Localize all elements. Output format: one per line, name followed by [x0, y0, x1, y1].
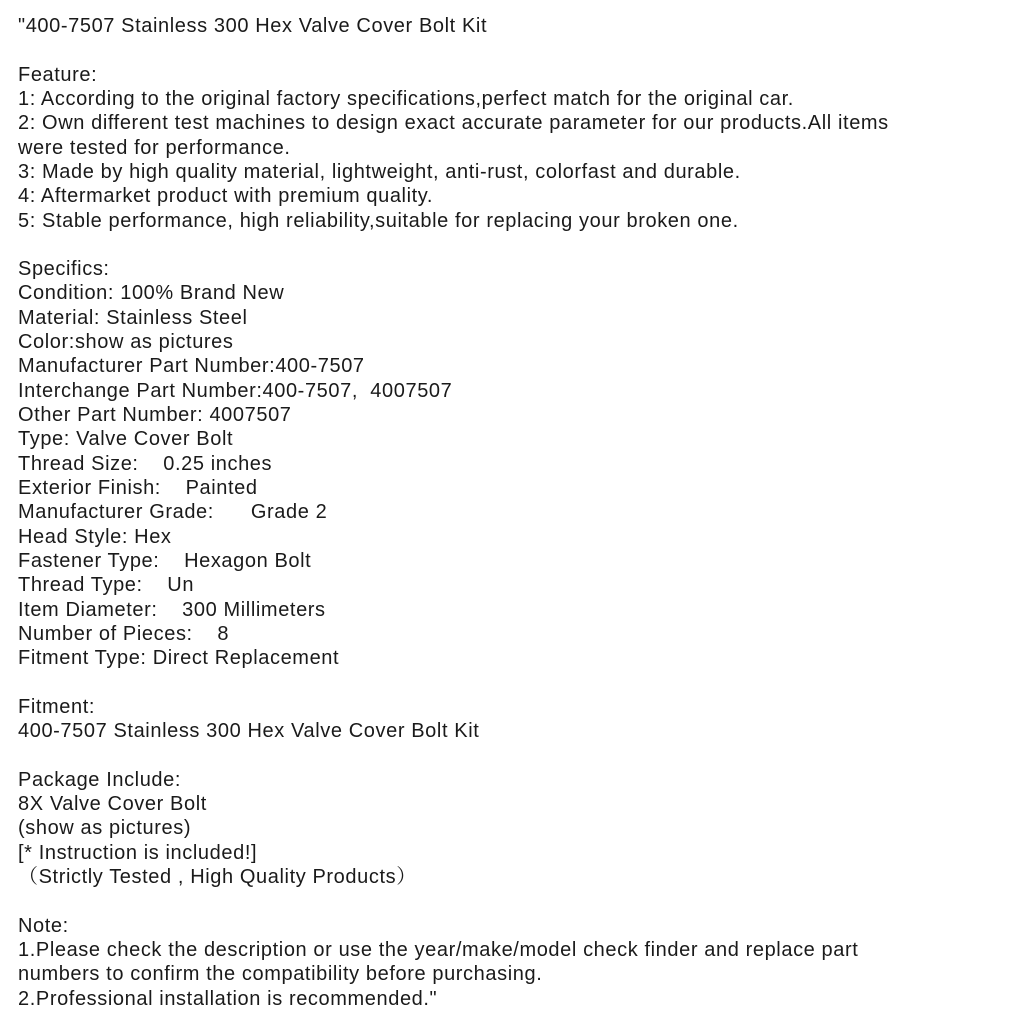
section-heading-package-include: Package Include: [18, 768, 182, 791]
document-title: "400-7507 Stainless 300 Hex Valve Cover Bolt Kit [18, 15, 488, 37]
text-line: (show as pictures) [18, 817, 192, 840]
blank-line [18, 38, 1014, 62]
blank-line [18, 670, 1014, 694]
text-line: Type: Valve Cover Bolt [18, 428, 234, 451]
text-line: Thread Size: 0.25 inches [18, 452, 273, 475]
text-line: Material: Stainless Steel [18, 306, 248, 329]
document-body [18, 38, 1014, 1011]
section-heading-feature: Feature: [18, 63, 98, 86]
blank-line [18, 233, 1014, 257]
text-line: 3: Made by high quality material, lightweight, anti-rust, colorfast and durable. [18, 160, 741, 183]
text-line: 400-7507 Stainless 300 Hex Valve Cover Bolt Kit [18, 720, 480, 743]
text-line: 1.Please check the description or use the year/make/model check finder and replace part [18, 938, 859, 961]
text-line: 5: Stable performance, high reliability,suitable for replacing your broken one. [18, 209, 739, 232]
text-line: 4: Aftermarket product with premium quality. [18, 185, 434, 208]
section-heading-note: Note: [18, 914, 69, 937]
text-line: 8X Valve Cover Bolt [18, 793, 207, 815]
text-line: Thread Type: Un [18, 574, 195, 597]
text-line: numbers to confirm the compatibility before purchasing. [18, 963, 543, 986]
blank-line [18, 743, 1014, 767]
text-line: Manufacturer Grade: Grade 2 [18, 501, 328, 524]
text-line: Exterior Finish: Painted [18, 476, 258, 499]
text-line: [* Instruction is included!] [18, 841, 258, 864]
text-line: Fitment Type: Direct Replacement [18, 647, 340, 670]
section-heading-fitment: Fitment: [18, 695, 96, 718]
text-line: 2.Professional installation is recommended." [18, 987, 438, 1010]
text-line: Item Diameter: 300 Millimeters [18, 598, 326, 621]
text-line: were tested for performance. [18, 136, 291, 159]
text-line: Interchange Part Number:400-7507, 4007507 [18, 379, 453, 402]
text-line: Fastener Type: Hexagon Bolt [18, 549, 312, 572]
text-line: Number of Pieces: 8 [18, 622, 230, 645]
text-line: Other Part Number: 4007507 [18, 404, 292, 426]
text-line: Condition: 100% Brand New [18, 282, 285, 305]
text-line: Head Style: Hex [18, 525, 172, 548]
text-line: 2: Own different test machines to design exact accurate parameter for our products.All items [18, 112, 889, 135]
text-line: 1: According to the original factory specifications,perfect match for the original car. [18, 87, 794, 110]
text-line: Manufacturer Part Number:400-7507 [18, 355, 365, 378]
text-line: （Strictly Tested , High Quality Products） [18, 865, 417, 888]
blank-line [18, 889, 1014, 913]
text-line: Color:show as pictures [18, 331, 234, 354]
section-heading-specifics: Specifics: [18, 258, 110, 281]
